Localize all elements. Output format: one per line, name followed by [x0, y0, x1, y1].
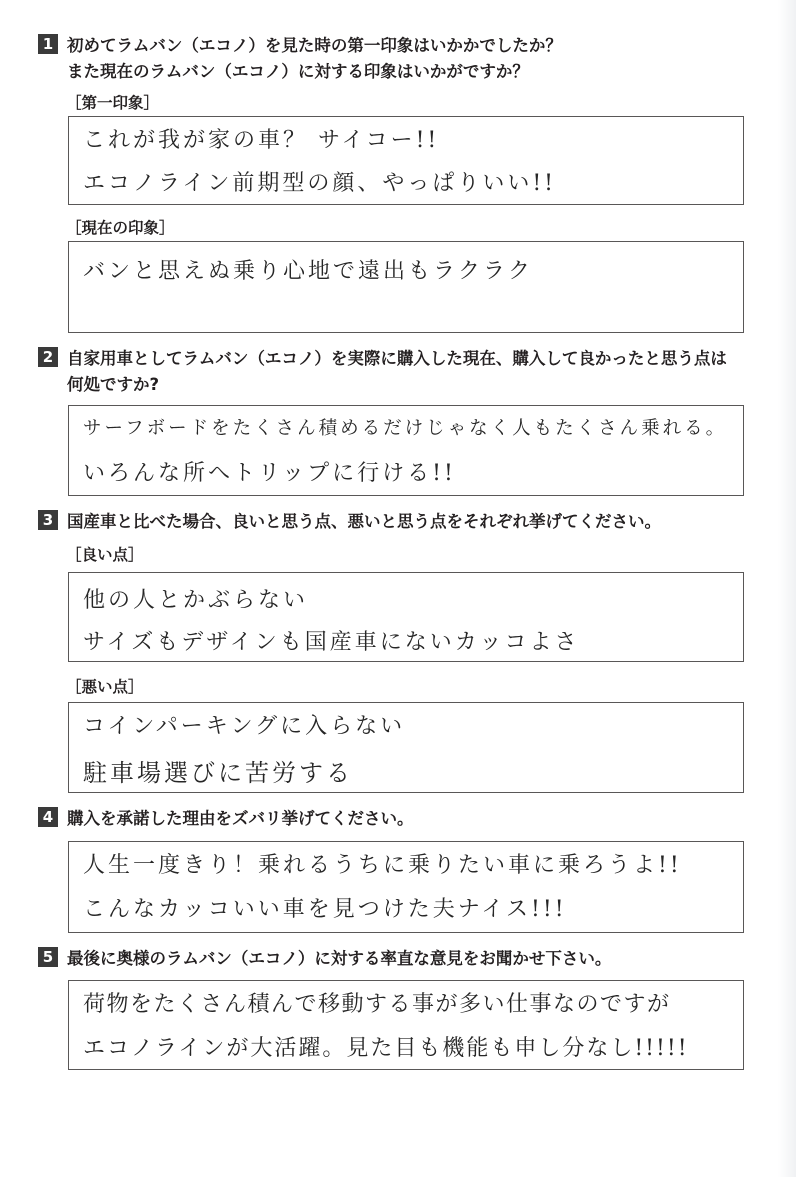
question-3	[38, 509, 778, 535]
question-5	[38, 946, 778, 972]
answer-line: 他の人とかぶらない	[83, 588, 309, 613]
question-number-badge: 1	[38, 34, 58, 54]
answer-line: こんなカッコいい車を見つけた夫ナイス!!!	[83, 897, 567, 922]
answer-line: 駐車場選びに苦労する	[83, 759, 353, 787]
section-label-good-points: ［良い点］	[66, 546, 144, 564]
answer-line: バンと思えぬ乗り心地で遠出もラクラク	[83, 259, 534, 284]
section-label-bad-points: ［悪い点］	[66, 678, 144, 696]
answer-box-first-impression	[68, 116, 744, 205]
question-number-badge: 3	[38, 510, 58, 530]
question-2	[38, 346, 778, 398]
question-4	[38, 806, 778, 832]
question-text: 購入を承諾した理由をズバリ挙げてください。	[67, 809, 414, 828]
answer-box-good-points	[68, 572, 744, 662]
question-text: 国産車と比べた場合、良いと思う点、悪いと思う点をそれぞれ挙げてください。	[67, 512, 661, 531]
question-text: 初めてラムバン（エコノ）を見た時の第一印象はいかかでしたか？ また現在のラムバン（エコノ）に対する印象はいかがですか？	[67, 36, 562, 81]
question-number-badge: 5	[38, 947, 58, 967]
answer-line: 人生一度きり！乗れるうちに乗りたい車に乗ろうよ!!	[83, 853, 682, 878]
question-1	[38, 33, 778, 85]
question-number-badge: 4	[38, 807, 58, 827]
question-text: 自家用車としてラムバン（エコノ）を実際に購入した現在、購入して良かったと思う点は 何処ですか?	[67, 349, 727, 394]
answer-line: エコノラインが大活躍。見た目も機能も申し分なし!!!!!	[83, 1036, 689, 1061]
answer-box-q2	[68, 405, 744, 496]
answer-box-q5	[68, 980, 744, 1070]
answer-box-bad-points	[68, 702, 744, 793]
answer-line: サイズもデザインも国産車にないカッコよさ	[83, 630, 580, 655]
section-label-current-impression: ［現在の印象］	[66, 219, 175, 237]
answer-line: 荷物をたくさん積んで移動する事が多い仕事なのですが	[83, 992, 671, 1017]
section-label-first-impression: ［第一印象］	[66, 94, 160, 112]
answer-line: サーフボードをたくさん積めるだけじゃなく人もたくさん乗れる。	[83, 418, 728, 439]
answer-line: エコノライン前期型の顔、やっぱりいい!!	[83, 171, 557, 196]
page-edge-shadow	[778, 0, 796, 1177]
answer-line: これが我が家の車？ サイコー!!	[83, 128, 440, 153]
answer-line: いろんな所へトリップに行ける!!	[83, 461, 456, 486]
question-number-badge: 2	[38, 347, 58, 367]
question-text: 最後に奥様のラムバン（エコノ）に対する率直な意見をお聞かせ下さい。	[67, 949, 612, 968]
answer-box-current-impression	[68, 241, 744, 333]
answer-line: コインパーキングに入らない	[83, 714, 406, 739]
answer-box-q4	[68, 841, 744, 933]
